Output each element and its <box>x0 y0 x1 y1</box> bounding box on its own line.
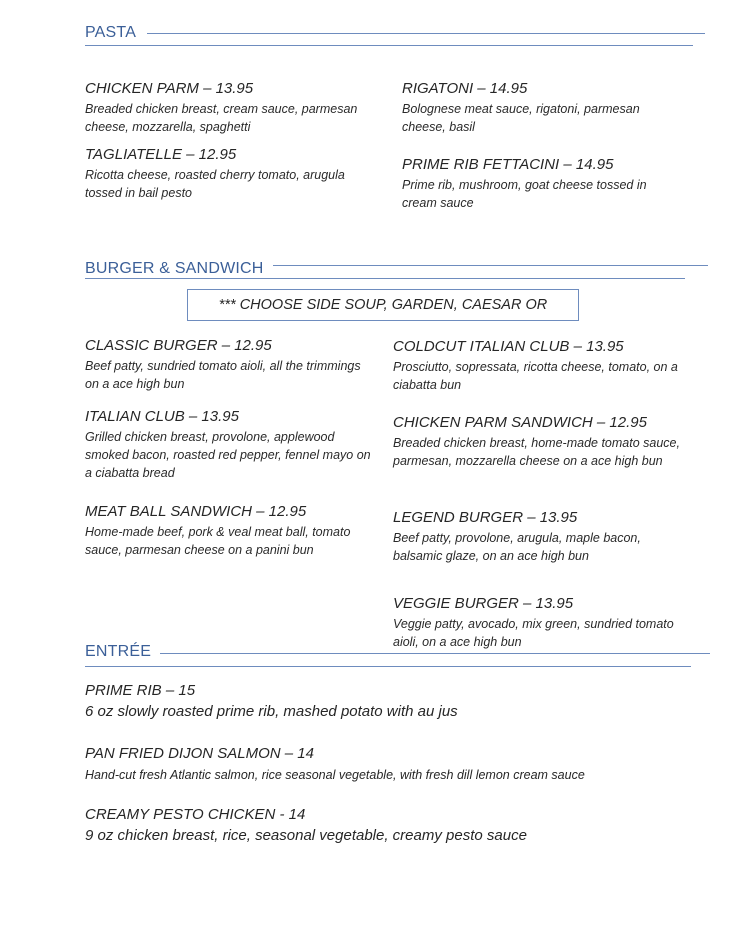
menu-item <box>85 408 375 482</box>
section-rule <box>147 33 705 34</box>
item-title: LEGEND BURGER – 13.95 <box>393 509 578 526</box>
item-title: CLASSIC BURGER – 12.95 <box>85 337 272 354</box>
menu-item <box>85 806 705 846</box>
item-title: CHICKEN PARM SANDWICH – 12.95 <box>393 414 647 431</box>
section-rule <box>160 653 710 654</box>
section-rule <box>85 666 691 667</box>
item-description: Prime rib, mushroom, goat cheese tossed in cream sauce <box>402 178 647 210</box>
menu-item <box>402 80 682 136</box>
menu-item <box>393 509 693 565</box>
item-description: Breaded chicken breast, home-made tomato sauce, parmesan, mozzarella cheese on a ace high bun <box>393 436 680 468</box>
menu-item <box>85 80 375 136</box>
item-title: CREAMY PESTO CHICKEN - 14 <box>85 806 306 823</box>
menu-item <box>85 146 377 202</box>
item-title: VEGGIE BURGER – 13.95 <box>393 595 574 612</box>
section-title-entree: ENTRÉE <box>85 643 152 660</box>
section-title-burger: BURGER & SANDWICH <box>85 260 264 277</box>
item-title: PRIME RIB – 15 <box>85 682 196 699</box>
menu-item <box>393 414 693 470</box>
menu-item <box>393 595 693 651</box>
menu-item <box>85 337 375 393</box>
menu-item <box>85 682 705 722</box>
item-description: Grilled chicken breast, provolone, applewood smoked bacon, roasted red pepper, fennel mayo on a ciabatta bread <box>85 430 371 480</box>
item-description: Beef patty, sundried tomato aioli, all the trimmings on a ace high bun <box>85 359 361 391</box>
item-description: Breaded chicken breast, cream sauce, parmesan cheese, mozzarella, spaghetti <box>85 102 358 134</box>
item-description: Home-made beef, pork & veal meat ball, tomato sauce, parmesan cheese on a panini bun <box>85 525 351 557</box>
item-description: Ricotta cheese, roasted cherry tomato, arugula tossed in bail pesto <box>85 168 345 200</box>
item-title: TAGLIATELLE – 12.95 <box>85 146 237 163</box>
item-description: Bolognese meat sauce, rigatoni, parmesan cheese, basil <box>402 102 640 134</box>
menu-item <box>85 503 375 559</box>
item-description: Hand-cut fresh Atlantic salmon, rice seasonal vegetable, with fresh dill lemon cream sauce <box>85 768 585 782</box>
item-title: PAN FRIED DIJON SALMON – 14 <box>85 745 314 762</box>
item-description: Prosciutto, sopressata, ricotta cheese, tomato, on a ciabatta bun <box>393 360 678 392</box>
item-title: RIGATONI – 14.95 <box>402 80 528 97</box>
item-title: COLDCUT ITALIAN CLUB – 13.95 <box>393 338 624 355</box>
menu-item <box>393 338 693 394</box>
item-description: Beef patty, provolone, arugula, maple bacon, balsamic glaze, on an ace high bun <box>393 531 641 563</box>
section-rule <box>85 45 693 46</box>
side-choice-box: *** CHOOSE SIDE SOUP, GARDEN, CAESAR OR <box>187 289 579 321</box>
menu-item <box>402 156 682 212</box>
item-title: MEAT BALL SANDWICH – 12.95 <box>85 503 307 520</box>
section-rule <box>85 278 685 279</box>
section-title-pasta: PASTA <box>85 24 137 41</box>
menu-item <box>85 745 705 784</box>
section-rule <box>273 265 708 266</box>
item-title: ITALIAN CLUB – 13.95 <box>85 408 239 425</box>
item-description: 6 oz slowly roasted prime rib, mashed potato with au jus <box>85 703 458 720</box>
item-title: CHICKEN PARM – 13.95 <box>85 80 254 97</box>
item-description: Veggie patty, avocado, mix green, sundried tomato aioli, on a ace high bun <box>393 617 674 649</box>
item-description: 9 oz chicken breast, rice, seasonal vegetable, creamy pesto sauce <box>85 827 527 844</box>
item-title: PRIME RIB FETTACINI – 14.95 <box>402 156 614 173</box>
